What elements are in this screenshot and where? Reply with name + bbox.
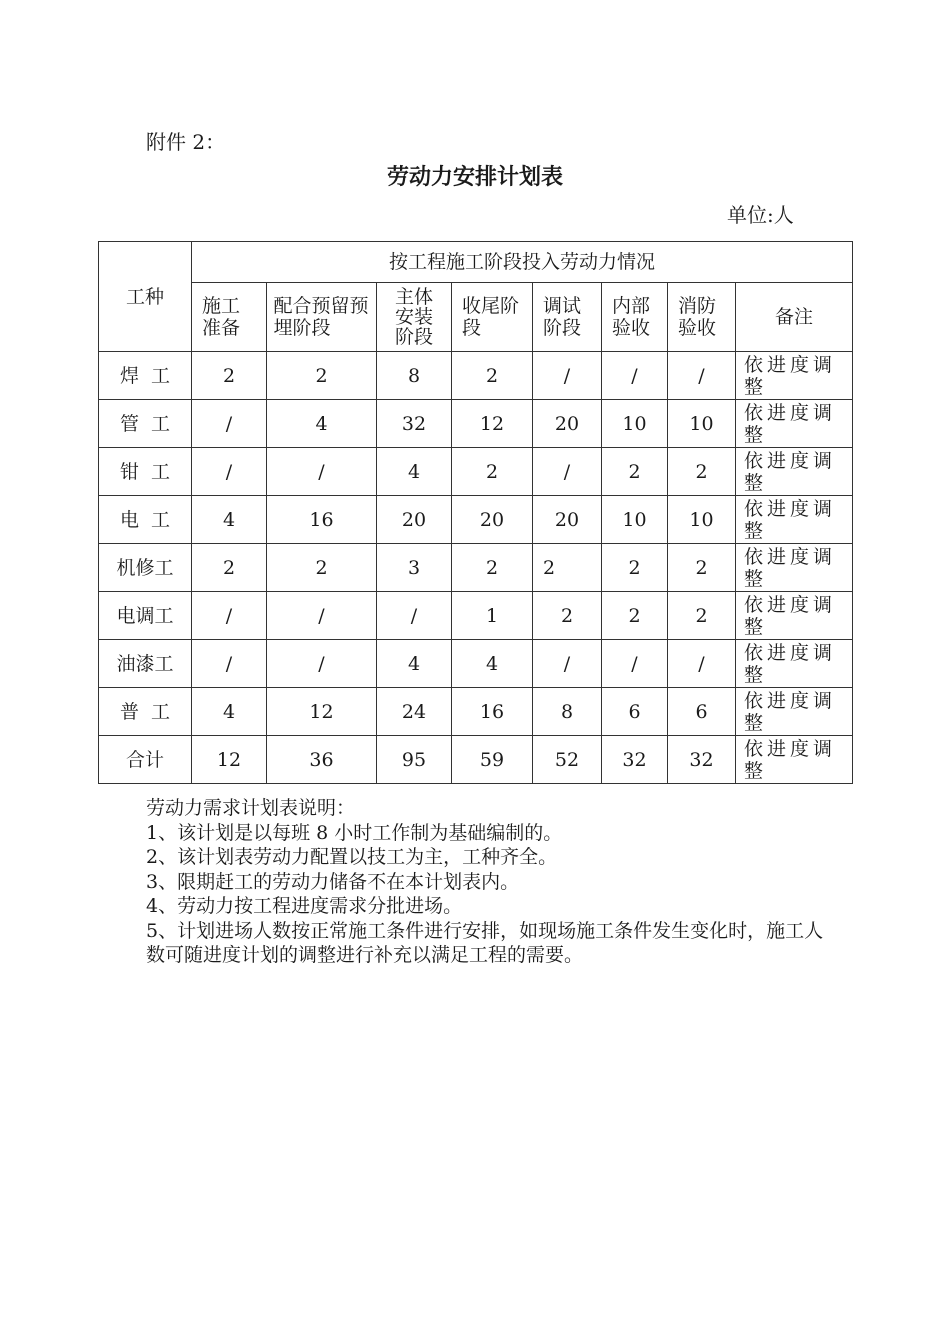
note-item: 5、计划进场人数按正常施工条件进行安排，如现场施工条件发生变化时，施工人数可随进度计划的调整进行补充以满足工程的需要。 <box>146 919 824 966</box>
column-header: 施工准备 <box>192 283 267 352</box>
column-header: 调试阶段 <box>533 283 602 352</box>
column-header: 内部验收 <box>602 283 668 352</box>
count-cell: 32 <box>377 400 452 448</box>
count-cell: / <box>267 640 377 688</box>
count-cell: / <box>267 592 377 640</box>
count-cell: / <box>192 640 267 688</box>
remark-cell: 依进度调整 <box>736 640 853 688</box>
remark-cell: 依进度调整 <box>736 592 853 640</box>
note-item: 3、限期赶工的劳动力储备不在本计划表内。 <box>146 870 520 893</box>
count-cell: 32 <box>668 736 736 784</box>
count-cell: 10 <box>602 400 668 448</box>
count-cell: / <box>533 640 602 688</box>
count-cell: 24 <box>377 688 452 736</box>
column-header: 收尾阶段 <box>452 283 533 352</box>
count-cell: 4 <box>377 448 452 496</box>
count-cell: 2 <box>452 544 533 592</box>
remark-cell: 依进度调整 <box>736 400 853 448</box>
count-cell: 95 <box>377 736 452 784</box>
count-cell: / <box>602 352 668 400</box>
worker-type: 合计 <box>99 736 192 784</box>
table-row <box>99 448 853 496</box>
remark-cell: 依进度调整 <box>736 448 853 496</box>
count-cell: 4 <box>452 640 533 688</box>
count-cell: 2 <box>602 448 668 496</box>
notes-heading: 劳动力需求计划表说明： <box>146 797 356 819</box>
count-cell: 1 <box>452 592 533 640</box>
worker-type: 电调工 <box>99 592 192 640</box>
table-row <box>99 688 853 736</box>
count-cell: / <box>267 448 377 496</box>
count-cell: / <box>192 448 267 496</box>
remark-cell: 依进度调整 <box>736 688 853 736</box>
count-cell: 6 <box>668 688 736 736</box>
count-cell: / <box>533 448 602 496</box>
worker-type: 钳 工 <box>99 448 192 496</box>
count-cell: / <box>377 592 452 640</box>
count-cell: 2 <box>533 544 602 592</box>
note-item: 4、劳动力按工程进度需求分批进场。 <box>146 895 463 917</box>
count-cell: 20 <box>452 496 533 544</box>
count-cell: 4 <box>192 496 267 544</box>
worker-type: 机修工 <box>99 544 192 592</box>
count-cell: 2 <box>267 544 377 592</box>
count-cell: 2 <box>602 592 668 640</box>
count-cell: 12 <box>192 736 267 784</box>
worker-type: 焊 工 <box>99 352 192 400</box>
column-header: 消防验收 <box>668 283 736 352</box>
count-cell: 16 <box>452 688 533 736</box>
count-cell: 2 <box>267 352 377 400</box>
table-row <box>99 544 853 592</box>
worker-type: 管 工 <box>99 400 192 448</box>
labor-plan-table <box>98 241 853 784</box>
table-row <box>99 640 853 688</box>
count-cell: 2 <box>452 448 533 496</box>
count-cell: 10 <box>668 400 736 448</box>
table-row <box>99 592 853 640</box>
count-cell: 4 <box>377 640 452 688</box>
count-cell: 8 <box>533 688 602 736</box>
count-cell: 10 <box>602 496 668 544</box>
type-header: 工种 <box>99 242 192 352</box>
count-cell: 12 <box>267 688 377 736</box>
count-cell: 10 <box>668 496 736 544</box>
unit-label: 单位:人 <box>727 203 794 227</box>
count-cell: 2 <box>668 448 736 496</box>
worker-type: 油漆工 <box>99 640 192 688</box>
count-cell: 2 <box>192 544 267 592</box>
count-cell: 6 <box>602 688 668 736</box>
remark-cell: 依进度调整 <box>736 544 853 592</box>
notes <box>146 796 826 968</box>
count-cell: 4 <box>267 400 377 448</box>
column-header: 主体安装阶段 <box>377 283 452 352</box>
count-cell: 2 <box>533 592 602 640</box>
table-row <box>99 496 853 544</box>
note-item: 2、该计划表劳动力配置以技工为主，工种齐全。 <box>146 846 558 868</box>
count-cell: 2 <box>602 544 668 592</box>
count-cell: 2 <box>668 544 736 592</box>
count-cell: 32 <box>602 736 668 784</box>
count-cell: 4 <box>192 688 267 736</box>
table-row <box>99 352 853 400</box>
worker-type: 电 工 <box>99 496 192 544</box>
remark-cell: 依进度调整 <box>736 496 853 544</box>
count-cell: 36 <box>267 736 377 784</box>
count-cell: 20 <box>533 496 602 544</box>
remark-cell: 依进度调整 <box>736 736 853 784</box>
count-cell: 59 <box>452 736 533 784</box>
count-cell: / <box>602 640 668 688</box>
table-row <box>99 400 853 448</box>
count-cell: 2 <box>668 592 736 640</box>
count-cell: 8 <box>377 352 452 400</box>
page-title: 劳动力安排计划表 <box>386 164 563 190</box>
count-cell: 2 <box>452 352 533 400</box>
count-cell: 20 <box>533 400 602 448</box>
count-cell: / <box>533 352 602 400</box>
count-cell: 20 <box>377 496 452 544</box>
note-item: 1、该计划是以每班 8 小时工作制为基础编制的。 <box>146 821 563 844</box>
count-cell: / <box>668 352 736 400</box>
count-cell: 52 <box>533 736 602 784</box>
count-cell: / <box>192 592 267 640</box>
count-cell: / <box>668 640 736 688</box>
column-header: 配合预留预埋阶段 <box>267 283 377 352</box>
table-row <box>99 736 853 784</box>
remark-cell: 依进度调整 <box>736 352 853 400</box>
count-cell: 16 <box>267 496 377 544</box>
attachment-label: 附件 2： <box>146 130 226 154</box>
column-header: 备注 <box>736 283 853 352</box>
count-cell: 12 <box>452 400 533 448</box>
count-cell: / <box>192 400 267 448</box>
count-cell: 3 <box>377 544 452 592</box>
group-header: 按工程施工阶段投入劳动力情况 <box>192 242 853 283</box>
count-cell: 2 <box>192 352 267 400</box>
worker-type: 普 工 <box>99 688 192 736</box>
